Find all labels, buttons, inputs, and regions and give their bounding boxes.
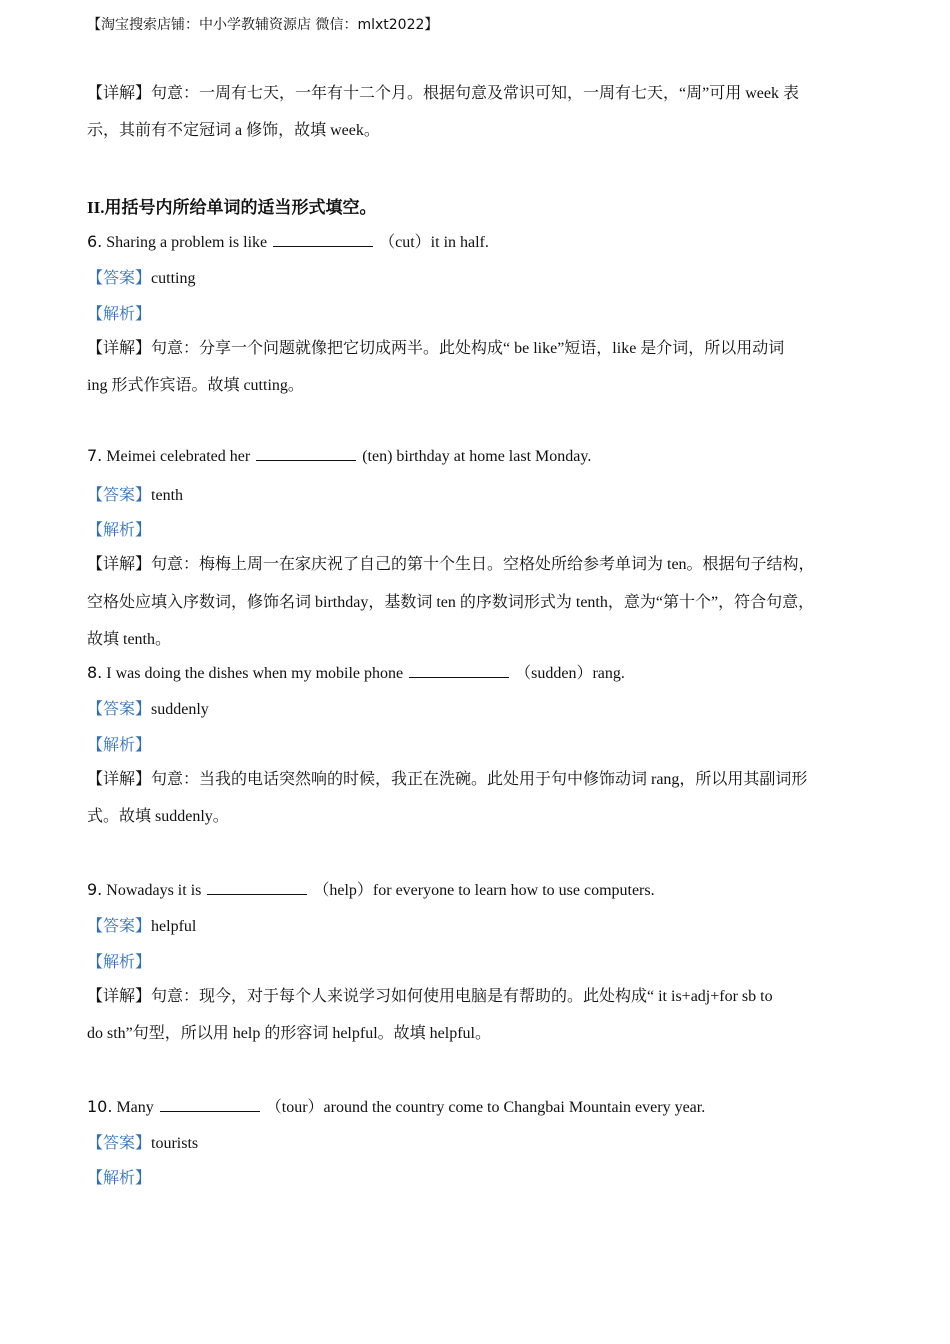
analysis-label-6: 【解析】	[87, 306, 152, 323]
question-text-pre: I was doing the dishes when my mobile phone	[106, 665, 404, 682]
intro-detail-line-1: 【详解】句意：一周有七天，一年有十二个月。根据句意及常识可知，一周有七天，“周”可用 week 表	[87, 85, 799, 102]
question-number: 6.	[87, 232, 103, 251]
intro-detail-line-2: 示，其前有不定冠词 a 修饰，故填 week。	[87, 122, 380, 139]
question-8	[87, 660, 625, 683]
question-number: 8.	[87, 663, 103, 682]
question-text-post: （tour）around the country come to Changbai Mountain every year.	[265, 1099, 706, 1116]
question-10	[87, 1094, 705, 1117]
answer-value: tenth	[151, 487, 184, 504]
answer-8	[87, 696, 209, 719]
answer-value: helpful	[151, 918, 197, 935]
question-number: 10.	[87, 1097, 113, 1116]
answer-7	[87, 482, 183, 505]
detail-9-line-2: do sth”句型，所以用 help 的形容词 helpful。故填 helpful。	[87, 1025, 491, 1042]
detail-7-line-3: 故填 tenth。	[87, 631, 171, 648]
analysis-label-9: 【解析】	[87, 954, 152, 971]
question-text-post: （cut）it in half.	[379, 234, 489, 251]
answer-label: 【答案】	[87, 701, 152, 718]
detail-7-line-1: 【详解】句意：梅梅上周一在家庆祝了自己的第十个生日。空格处所给参考单词为 ten。根据句子结构，	[87, 556, 815, 573]
answer-blank	[207, 880, 307, 895]
section-heading: II.用括号内所给单词的适当形式填空。	[87, 198, 377, 217]
detail-8-line-1: 【详解】句意：当我的电话突然响的时候，我正在洗碗。此处用于句中修饰动词 rang，所以用其副词形	[87, 771, 808, 788]
answer-label: 【答案】	[87, 1135, 152, 1152]
question-number: 9.	[87, 880, 103, 899]
question-number: 7.	[87, 446, 103, 465]
detail-8-line-2: 式。故填 suddenly。	[87, 808, 229, 825]
answer-value: tourists	[151, 1135, 199, 1152]
answer-label: 【答案】	[87, 270, 152, 287]
question-text-pre: Meimei celebrated her	[106, 448, 251, 465]
detail-7-line-2: 空格处应填入序数词，修饰名词 birthday，基数词 ten 的序数词形式为 tenth，意为“第十个”，符合句意，	[87, 594, 815, 611]
page-header: 【淘宝搜索店铺：中小学教辅资源店 微信：mlxt2022】	[87, 17, 439, 33]
analysis-label-7: 【解析】	[87, 522, 152, 539]
answer-6	[87, 265, 195, 288]
detail-9-line-1: 【详解】句意：现今，对于每个人来说学习如何使用电脑是有帮助的。此处构成“ it is+adj+for sb to	[87, 988, 773, 1005]
detail-6-line-1: 【详解】句意：分享一个问题就像把它切成两半。此处构成“ be like”短语，like 是介词，所以用动词	[87, 340, 785, 357]
question-text-pre: Nowadays it is	[106, 882, 202, 899]
answer-blank	[273, 232, 373, 247]
analysis-label-8: 【解析】	[87, 737, 152, 754]
question-6	[87, 229, 489, 252]
question-text-pre: Many	[116, 1099, 154, 1116]
question-9	[87, 877, 655, 900]
answer-9	[87, 913, 196, 936]
answer-label: 【答案】	[87, 487, 152, 504]
question-text-post: (ten) birthday at home last Monday.	[362, 448, 592, 465]
question-text-post: （sudden）rang.	[515, 665, 625, 682]
question-text-post: （help）for everyone to learn how to use computers.	[313, 882, 655, 899]
answer-10	[87, 1130, 198, 1153]
answer-value: cutting	[151, 270, 196, 287]
detail-6-line-2: ing 形式作宾语。故填 cutting。	[87, 377, 304, 394]
answer-blank	[160, 1097, 260, 1112]
answer-blank	[409, 663, 509, 678]
question-7	[87, 446, 591, 466]
answer-label: 【答案】	[87, 918, 152, 935]
answer-blank	[256, 446, 356, 461]
question-text-pre: Sharing a problem is like	[106, 234, 268, 251]
answer-value: suddenly	[151, 701, 209, 718]
analysis-label-10: 【解析】	[87, 1170, 152, 1187]
